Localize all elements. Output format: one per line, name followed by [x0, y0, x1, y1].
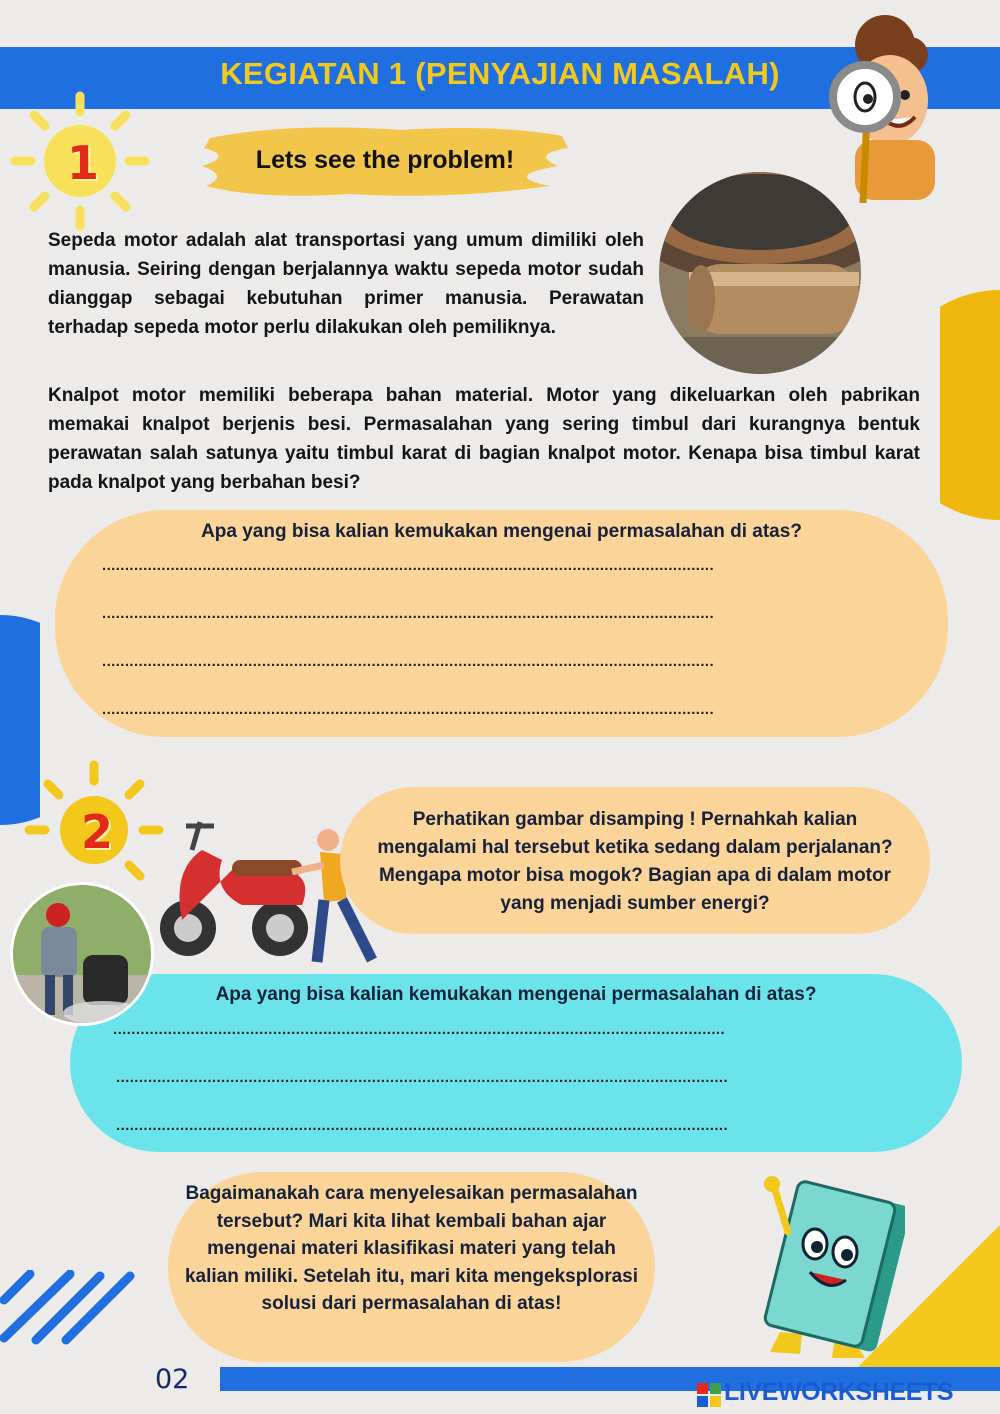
detective-magnifier-illustration [815, 15, 940, 210]
liveworksheets-logo-icon [697, 1383, 721, 1412]
answer-line[interactable]: ...................................................................................................................................... [116, 1069, 729, 1086]
book-mascot-illustration [740, 1172, 905, 1364]
answer-question-2: Apa yang bisa kalian kemukakan mengenai permasalahan di atas? [215, 984, 817, 1005]
answer-line[interactable]: ...................................................................................................................................... [102, 701, 715, 718]
sun-number-badge-1 [8, 86, 158, 236]
sun-number-badge-2 [22, 755, 172, 905]
page-title: KEGIATAN 1 (PENYAJIAN MASALAH) [220, 56, 780, 91]
answer-line[interactable]: ...................................................................................................................................... [102, 605, 715, 622]
decor-yellow-halfcircle-right [940, 290, 1000, 520]
section-banner-title: Lets see the problem! [255, 146, 515, 174]
stalled-scooter-photo [10, 882, 154, 1026]
closing-text: Bagaimanakah cara menyelesaikan permasalahan tersebut? Mari kita lihat kembali bahan ajar mengenai materi klasifikasi materi yang telah kalian miliki. Setelah itu, mari kita mengeksplorasi solusi dari permasalahan di atas! [184, 1183, 638, 1315]
section-number-1: 1 [66, 136, 99, 190]
section-number-2: 2 [80, 805, 113, 859]
intro-paragraph: Sepeda motor adalah alat transportasi yang umum dimiliki oleh manusia. Seiring dengan berjalannya waktu sepeda motor sudah dianggap sebagai kebutuhan primer manusia. Perawatan terhadap sepeda motor perlu dilakukan oleh pemiliknya. [48, 230, 644, 338]
problem-paragraph: Knalpot motor memiliki beberapa bahan material. Motor yang dikeluarkan oleh pabrikan memakai knalpot berjenis besi. Permasalahan yang sering timbul dari kurangnya bentuk perawatan salah satunya yaitu timbul karat di bagian knalpot motor. Kenapa bisa timbul karat pada knalpot yang berbahan besi? [48, 385, 920, 493]
answer-question-1: Apa yang bisa kalian kemukakan mengenai permasalahan di atas? [201, 521, 802, 542]
section2-prompt: Perhatikan gambar disamping ! Pernahkah kalian mengalami hal tersebut ketika sedang dalam perjalanan? Mengapa motor bisa mogok? Bagian apa di dalam motor yang menjadi sumber energi? [377, 809, 893, 914]
rusty-exhaust-photo [659, 172, 861, 374]
answer-line[interactable]: ...................................................................................................................................... [102, 557, 715, 574]
answer-line[interactable]: ...................................................................................................................................... [113, 1021, 726, 1038]
brand-label[interactable]: LIVEWORKSHEETS [724, 1378, 954, 1406]
answer-line[interactable]: ...................................................................................................................................... [102, 653, 715, 670]
page-number: 02 [155, 1364, 190, 1395]
answer-line[interactable]: ...................................................................................................................................... [116, 1117, 729, 1134]
decor-blue-stripes [0, 1270, 140, 1345]
